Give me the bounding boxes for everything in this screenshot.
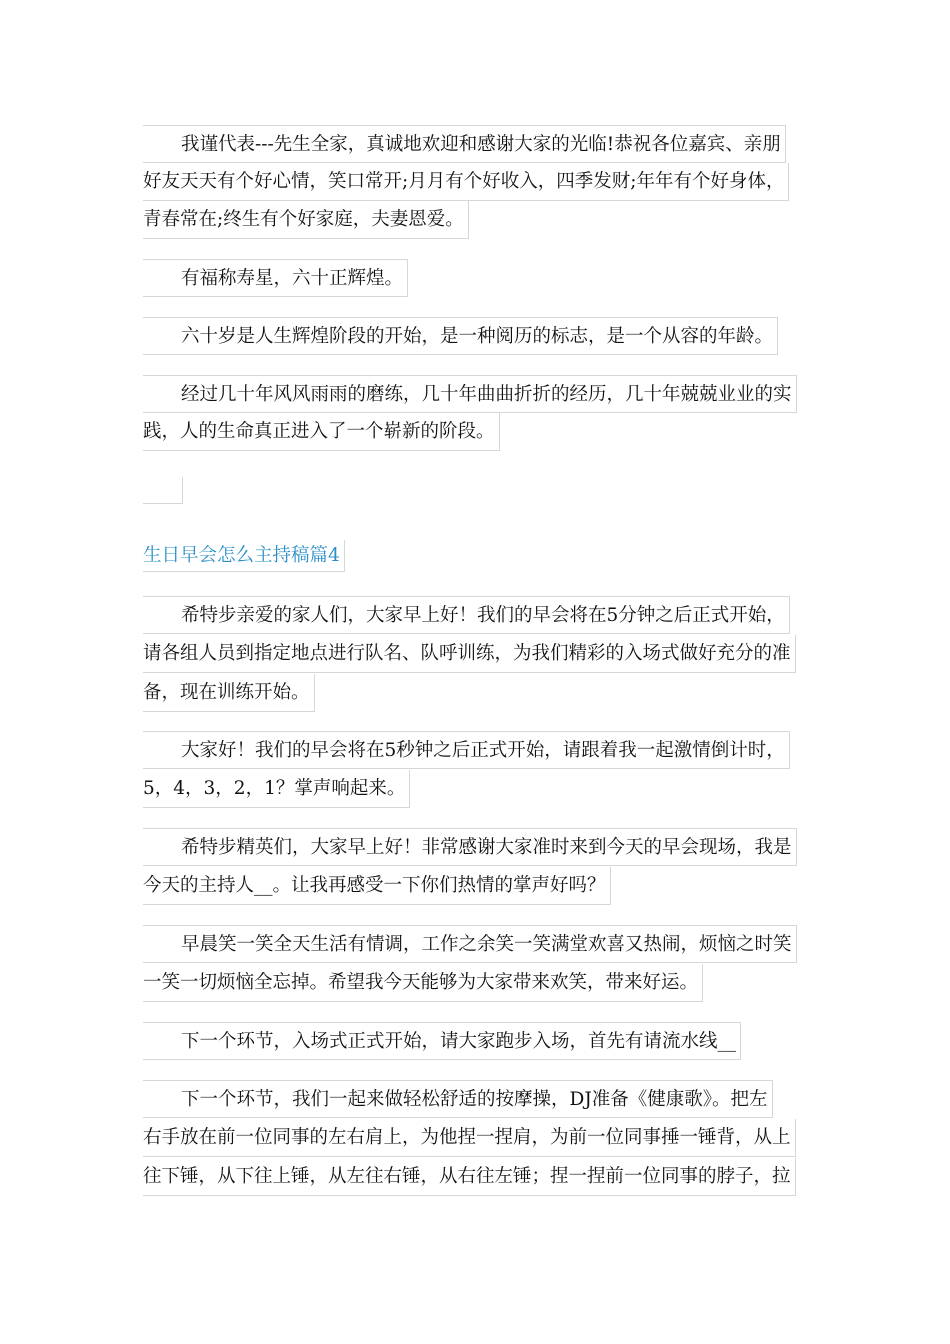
paragraph-line: 经过几十年风风雨雨的磨练，几十年曲曲折折的经历，几十年兢兢业业的实 <box>143 375 797 413</box>
paragraph-line: 请各组人员到指定地点进行队名、队呼训练，为我们精彩的入场式做好充分的准 <box>143 635 796 673</box>
paragraph-line: 5，4，3，2，1？掌声响起来。 <box>143 770 410 808</box>
paragraph-line: 青春常在;终生有个好家庭，夫妻恩爱。 <box>143 201 469 239</box>
paragraph-line: 希特步精英们，大家早上好！非常感谢大家准时来到今天的早会现场，我是 <box>143 828 797 866</box>
paragraph-line: 践，人的生命真正进入了一个崭新的阶段。 <box>143 413 500 451</box>
paragraph-line: 好友天天有个好心情，笑口常开;月月有个好收入，四季发财;年年有个好身体， <box>143 163 789 201</box>
paragraph-line: 一笑一切烦恼全忘掉。希望我今天能够为大家带来欢笑，带来好运。 <box>143 964 703 1002</box>
paragraph-line: 今天的主持人__。让我再感受一下你们热情的掌声好吗？ <box>143 867 611 905</box>
paragraph-line: 往下锤，从下往上锤，从左往右锤，从右往左锤；捏一捏前一位同事的脖子，拉 <box>143 1158 796 1196</box>
paragraph-line: 右手放在前一位同事的左右肩上，为他捏一捏肩，为前一位同事捶一锤背，从上 <box>143 1119 796 1157</box>
paragraph-line: 有福称寿星，六十正辉煌。 <box>143 259 408 297</box>
paragraph-line: 大家好！我们的早会将在5秒钟之后正式开始，请跟着我一起激情倒计时， <box>143 731 790 769</box>
paragraph-line: 早晨笑一笑全天生活有情调，工作之余笑一笑满堂欢喜又热闹，烦恼之时笑 <box>143 925 797 963</box>
paragraph-line: 下一个环节，入场式正式开始，请大家跑步入场，首先有请流水线__ <box>143 1022 741 1060</box>
paragraph-line: 希特步亲爱的家人们，大家早上好！我们的早会将在5分钟之后正式开始， <box>143 596 790 634</box>
paragraph-line: 下一个环节，我们一起来做轻松舒适的按摩操，DJ准备《健康歌》。把左 <box>143 1080 773 1118</box>
section-heading: 生日早会怎么主持稿篇4 <box>143 540 345 572</box>
paragraph-line: 备，现在训练开始。 <box>143 674 315 712</box>
empty-frame <box>143 477 183 504</box>
paragraph-line: 我谨代表---先生全家，真诚地欢迎和感谢大家的光临!恭祝各位嘉宾、亲朋 <box>143 125 786 163</box>
paragraph-line: 六十岁是人生辉煌阶段的开始，是一种阅历的标志，是一个从容的年龄。 <box>143 317 778 355</box>
